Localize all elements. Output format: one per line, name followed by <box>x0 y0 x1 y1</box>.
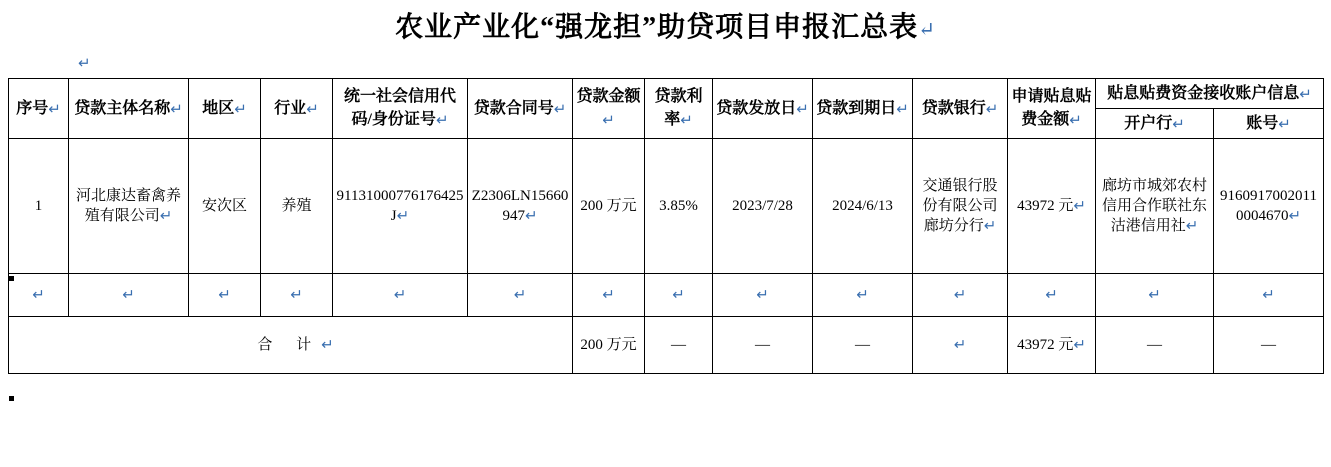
paragraph-mark-icon: ↵ <box>756 286 769 304</box>
cell-region <box>189 274 261 317</box>
paragraph-mark-icon: ↵ <box>553 100 567 118</box>
cell-subsidy-amount: 43972 元↵ <box>1008 139 1096 274</box>
paragraph-mark-icon: ↵ <box>396 207 410 225</box>
cell-total-due-date: — <box>813 317 913 374</box>
paragraph-mark-icon: ↵ <box>234 100 247 118</box>
paragraph-mark-icon: ↵ <box>680 111 693 129</box>
paragraph-mark-icon: ↵ <box>856 286 869 304</box>
paragraph-mark-icon: ↵ <box>1288 207 1302 225</box>
cell-total-amount: 200 万元 <box>573 317 645 374</box>
paragraph-mark-icon: ↵ <box>918 19 936 41</box>
col-header-account-no: 账号↵ <box>1214 109 1324 139</box>
paragraph-mark-icon: ↵ <box>218 286 231 304</box>
col-header-subsidy-amount: 申请贴息贴费金额↵ <box>1008 79 1096 139</box>
col-header-amount: 贷款金额↵ <box>573 79 645 139</box>
paragraph-mark-icon: ↵ <box>1278 115 1291 133</box>
col-header-rate: 贷款利率↵ <box>645 79 713 139</box>
row-marker <box>9 396 14 401</box>
col-header-account-bank: 开户行↵ <box>1096 109 1214 139</box>
cell-account-bank <box>1096 274 1214 317</box>
cell-account-no <box>1214 274 1324 317</box>
col-header-bank: 贷款银行↵ <box>913 79 1008 139</box>
cell-seq <box>9 274 69 317</box>
cell-credit-code: 91131000776176425J↵ <box>333 139 468 274</box>
table-total-row <box>9 317 1324 374</box>
row-marker <box>9 276 14 281</box>
paragraph-mark-icon: ↵ <box>953 336 967 354</box>
paragraph-mark-icon: ↵ <box>983 217 997 235</box>
col-header-due-date: 贷款到期日↵ <box>813 79 913 139</box>
cell-due-date <box>813 274 913 317</box>
col-header-receiving-account-group: 贴息贴费资金接收账户信息↵ <box>1096 79 1324 109</box>
cell-seq: 1 <box>9 139 69 274</box>
cell-rate <box>645 274 713 317</box>
cell-total-bank <box>913 317 1008 374</box>
col-header-seq: 序号↵ <box>9 79 69 139</box>
paragraph-mark-icon: ↵ <box>1069 111 1082 129</box>
cell-borrower: 河北康达畜禽养殖有限公司↵ <box>69 139 189 274</box>
paragraph-mark-icon: ↵ <box>290 286 303 304</box>
paragraph-mark-icon: ↵ <box>524 207 538 225</box>
cell-industry: 养殖 <box>261 139 333 274</box>
col-header-borrower: 贷款主体名称↵ <box>69 79 189 139</box>
cell-account-bank: 廊坊市城郊农村信用合作联社东沽港信用社↵ <box>1096 139 1214 274</box>
col-header-credit-code: 统一社会信用代码/身份证号↵ <box>333 79 468 139</box>
table-row <box>9 139 1324 274</box>
paragraph-mark-icon: ↵ <box>672 286 685 304</box>
cell-total-account-bank: — <box>1096 317 1214 374</box>
paragraph-mark-icon: ↵ <box>78 55 91 72</box>
paragraph-mark-icon: ↵ <box>159 207 173 225</box>
paragraph-mark-icon: ↵ <box>985 100 999 118</box>
paragraph-mark-icon: ↵ <box>32 286 45 304</box>
col-header-region: 地区↵ <box>189 79 261 139</box>
table-row <box>9 274 1324 317</box>
paragraph-mark-icon: ↵ <box>48 100 61 118</box>
paragraph-mark-icon: ↵ <box>1172 115 1185 133</box>
cell-total-subsidy-amount: 43972 元↵ <box>1008 317 1096 374</box>
table-header-row-1 <box>9 79 1324 109</box>
cell-bank: 交通银行股份有限公司廊坊分行↵ <box>913 139 1008 274</box>
cell-region: 安次区 <box>189 139 261 274</box>
paragraph-mark-icon: ↵ <box>513 286 527 304</box>
paragraph-mark-icon: ↵ <box>602 111 615 129</box>
col-header-industry: 行业↵ <box>261 79 333 139</box>
cell-bank <box>913 274 1008 317</box>
cell-subsidy-amount <box>1008 274 1096 317</box>
paragraph-mark-icon: ↵ <box>1073 197 1086 215</box>
paragraph-mark-icon: ↵ <box>1148 286 1161 304</box>
cell-total-label: 合 计↵ <box>9 317 573 374</box>
paragraph-mark-icon: ↵ <box>170 100 183 118</box>
page-title <box>0 8 1331 50</box>
cell-total-rate: — <box>645 317 713 374</box>
paragraph-mark-icon: ↵ <box>393 286 407 304</box>
cell-contract-no: Z2306LN15660947↵ <box>468 139 573 274</box>
cell-amount <box>573 274 645 317</box>
cell-amount: 200 万元 <box>573 139 645 274</box>
paragraph-mark-icon: ↵ <box>896 100 909 118</box>
summary-table <box>8 78 1324 374</box>
cell-industry <box>261 274 333 317</box>
paragraph-mark-icon: ↵ <box>953 286 967 304</box>
cell-issue-date: 2023/7/28 <box>713 139 813 274</box>
summary-table-container <box>0 78 1331 374</box>
cell-borrower <box>69 274 189 317</box>
cell-credit-code <box>333 274 468 317</box>
col-header-issue-date: 贷款发放日↵ <box>713 79 813 139</box>
page-title-text: 农业产业化“强龙担”助贷项目申报汇总表 <box>395 12 919 43</box>
cell-contract-no <box>468 274 573 317</box>
cell-total-account-no: — <box>1214 317 1324 374</box>
paragraph-mark-icon: ↵ <box>321 336 334 354</box>
cell-rate: 3.85% <box>645 139 713 274</box>
cell-account-no: 91609170020110004670↵ <box>1214 139 1324 274</box>
paragraph-mark-icon: ↵ <box>1073 336 1086 354</box>
paragraph-mark-icon: ↵ <box>796 100 809 118</box>
paragraph-mark-icon: ↵ <box>122 286 135 304</box>
paragraph-mark-icon: ↵ <box>1262 286 1275 304</box>
cell-issue-date <box>713 274 813 317</box>
cell-due-date: 2024/6/13 <box>813 139 913 274</box>
paragraph-mark-icon: ↵ <box>435 111 449 129</box>
paragraph-mark-icon: ↵ <box>306 100 319 118</box>
paragraph-mark-icon: ↵ <box>602 286 615 304</box>
paragraph-mark-icon: ↵ <box>1299 85 1312 103</box>
blank-paragraph <box>0 50 1331 78</box>
paragraph-mark-icon: ↵ <box>1185 217 1199 235</box>
col-header-contract-no: 贷款合同号↵ <box>468 79 573 139</box>
paragraph-mark-icon: ↵ <box>1045 286 1058 304</box>
cell-total-issue-date: — <box>713 317 813 374</box>
